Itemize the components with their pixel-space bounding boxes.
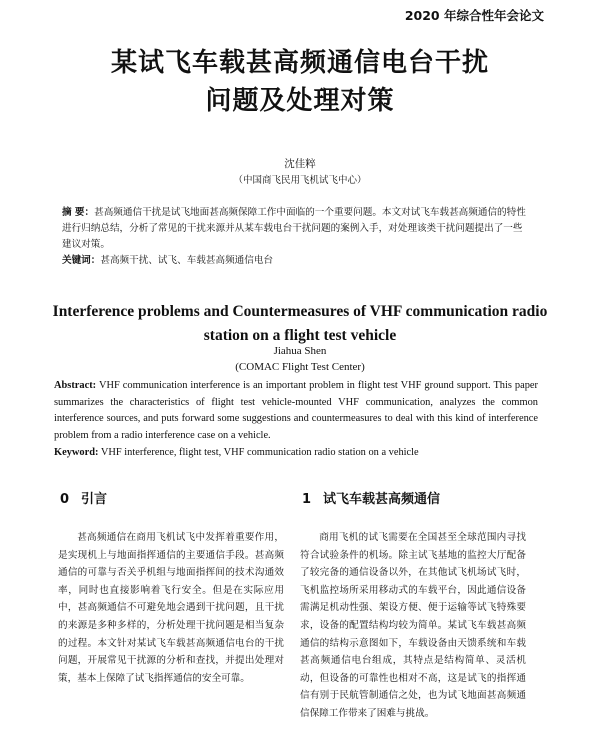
- author-english: Jiahua Shen: [273, 345, 327, 357]
- abstract-label-english: Abstract:: [54, 380, 97, 391]
- title-line-2: 问题及处理对策: [205, 86, 395, 116]
- abstract-english: [54, 378, 538, 444]
- right-column: [300, 488, 526, 723]
- affiliation-english: (COMAC Flight Test Center): [235, 361, 365, 373]
- abstract-text-english: VHF communication interference is an important problem in flight test VHF ground support. This paper summarizes the characteristics of flight test vehicle-mounted VHF communication, analyzes the common interference sources, and puts forward some suggestions and countermeasures to deal with this kind of interference problem from a radio interference case on a vehicle.: [54, 380, 538, 441]
- section-1-number: 1: [302, 492, 312, 507]
- title-en-line-1: Interference problems and Countermeasures of VHF communication radio: [52, 303, 548, 320]
- keywords-text-english: VHF interference, flight test, VHF communication radio station on a vehicle: [100, 447, 419, 458]
- keywords-chinese: [62, 253, 532, 269]
- keywords-text-chinese: 甚高频干扰、试飞、车载甚高频通信电台: [100, 255, 274, 266]
- section-1-body: 商用飞机的试飞需要在全国甚至全球范围内寻找符合试验条件的机场。除主试飞基地的监控大厅配备了较完备的通信设备以外，在其他试飞机场试飞时，飞机监控场所采用移动式的车载平台，因此通信设备需满足机动性强、架设方便、便于运输等试飞特殊要求，设备的配置结构均较为简单。某试飞车载甚高频通信的结构示意图如下，车载设备由天馈系统和车载甚高频通信电台组成，其特点是结构简单、灵活机动，但设备的可靠性也相对不高，这是试飞的指挥通信有别于民航管制通信之处，也为试飞地面甚高频通信保障工作带来了困难与挑战。: [300, 532, 526, 719]
- keywords-english: [54, 445, 538, 461]
- paper-title-english: [0, 300, 600, 348]
- section-0-heading: [60, 488, 284, 507]
- section-0-number: 0: [60, 492, 70, 507]
- title-line-1: 某试飞车载甚高频通信电台干扰: [110, 48, 489, 78]
- section-0-body: 甚高频通信在商用飞机试飞中发挥着重要作用，是实现机上与地面指挥通信的主要通信手段。甚高频通信的可靠与否关乎机组与地面指挥间的技术沟通效率，同时也直接影响着飞行安全。但是在实际应用中，甚高频通信不可避免地会遇到干扰问题，且干扰的来源是多种多样的，分析处理干扰问题是相当复杂的过程。本文针对某试飞车载甚高频通信电台的干扰问题，开展常见干扰源的分析和查找，并提出处理对策，基本上保障了试飞指挥通信的安全可靠。: [58, 532, 284, 684]
- author-chinese: 沈佳粹: [284, 158, 316, 170]
- section-0-title: 引言: [81, 492, 108, 507]
- affiliation-chinese: （中国商飞民用飞机试飞中心）: [233, 175, 367, 186]
- running-header: 2020 年综合性年会论文: [404, 8, 544, 23]
- section-1-title: 试飞车载甚高频通信: [323, 492, 441, 507]
- paper-title-chinese: [0, 44, 600, 120]
- keywords-label-english: Keyword:: [54, 447, 99, 458]
- left-column: [58, 488, 284, 687]
- section-1-heading: [302, 488, 526, 507]
- keywords-label-chinese: 关键词：: [62, 255, 101, 266]
- abstract-chinese: [62, 205, 532, 253]
- abstract-chinese-block: [62, 205, 532, 269]
- abstract-text-chinese: 甚高频通信干扰是试飞地面甚高频保障工作中面临的一个重要问题。本文对试飞车载甚高频通信的特性进行归纳总结，分析了常见的干扰来源并从某车载电台干扰问题的案例入手，对处理该类干扰问题提出了一些建议对策。: [62, 207, 526, 250]
- abstract-label-chinese: 摘 要：: [62, 207, 95, 218]
- title-en-line-2: station on a flight test vehicle: [203, 327, 397, 344]
